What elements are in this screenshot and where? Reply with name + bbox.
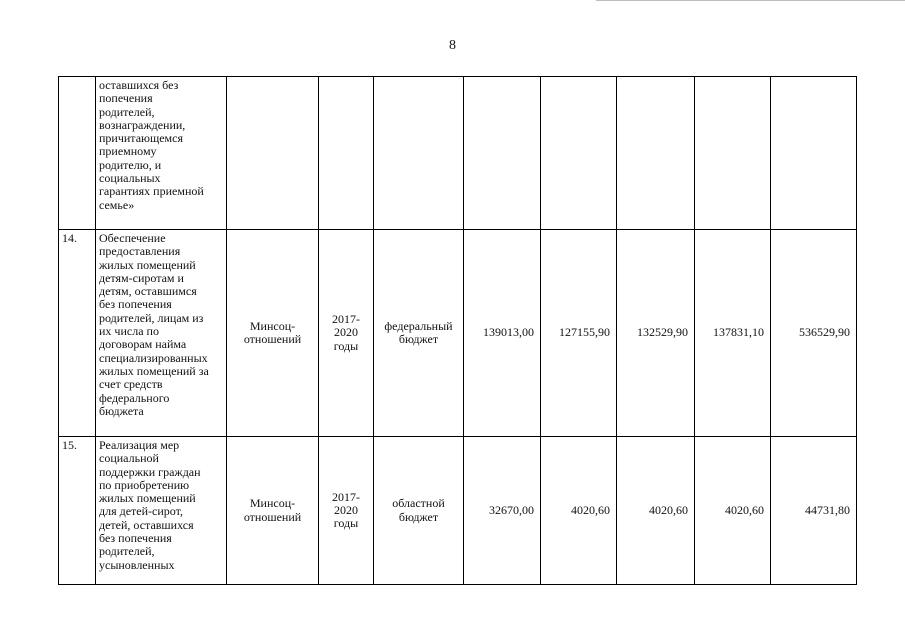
value-2020: 137831,10 [695,230,771,437]
value-total: 536529,90 [771,230,857,437]
value-2018: 127155,90 [541,230,617,437]
period-cell: 2017- 2020 годы [319,437,374,585]
value-total: 44731,80 [771,437,857,585]
executor-cell: Минсоц- отношений [227,437,319,585]
table-row [59,437,857,585]
measure-name: оставшихся без попечения родителей, вознаграждении, причитающемся приемному родителю, и социальных гарантиях приемной семье» [96,77,227,230]
value-2017: 32670,00 [464,437,541,585]
table-row [59,77,857,230]
value-total [771,77,857,230]
program-measures-table [58,76,857,585]
value-2020: 4020,60 [695,437,771,585]
row-number [59,77,96,230]
funding-source-cell: федеральный бюджет [374,230,464,437]
table-row [59,230,857,437]
row-number: 14. [59,230,96,437]
period-cell [319,77,374,230]
measure-name: Реализация мер социальной поддержки граждан по приобретению жилых помещений для детей-сирот, детей, оставшихся без попечения родителей, усыновленных [96,437,227,585]
value-2018: 4020,60 [541,437,617,585]
executor-cell: Минсоц- отношений [227,230,319,437]
value-2020 [695,77,771,230]
value-2019 [617,77,695,230]
value-2017 [464,77,541,230]
funding-source-cell [374,77,464,230]
value-2018 [541,77,617,230]
scan-edge-line [596,0,905,1]
executor-cell [227,77,319,230]
measure-name: Обеспечение предоставления жилых помещений детям-сиротам и детям, оставшимся без попечения родителей, лицам из их числа по договорам найма специализированных жилых помещений за счет средств федерального бюджета [96,230,227,437]
value-2017: 139013,00 [464,230,541,437]
funding-source-cell: областной бюджет [374,437,464,585]
row-number: 15. [59,437,96,585]
page-number: 8 [449,38,456,53]
period-cell: 2017- 2020 годы [319,230,374,437]
value-2019: 4020,60 [617,437,695,585]
value-2019: 132529,90 [617,230,695,437]
